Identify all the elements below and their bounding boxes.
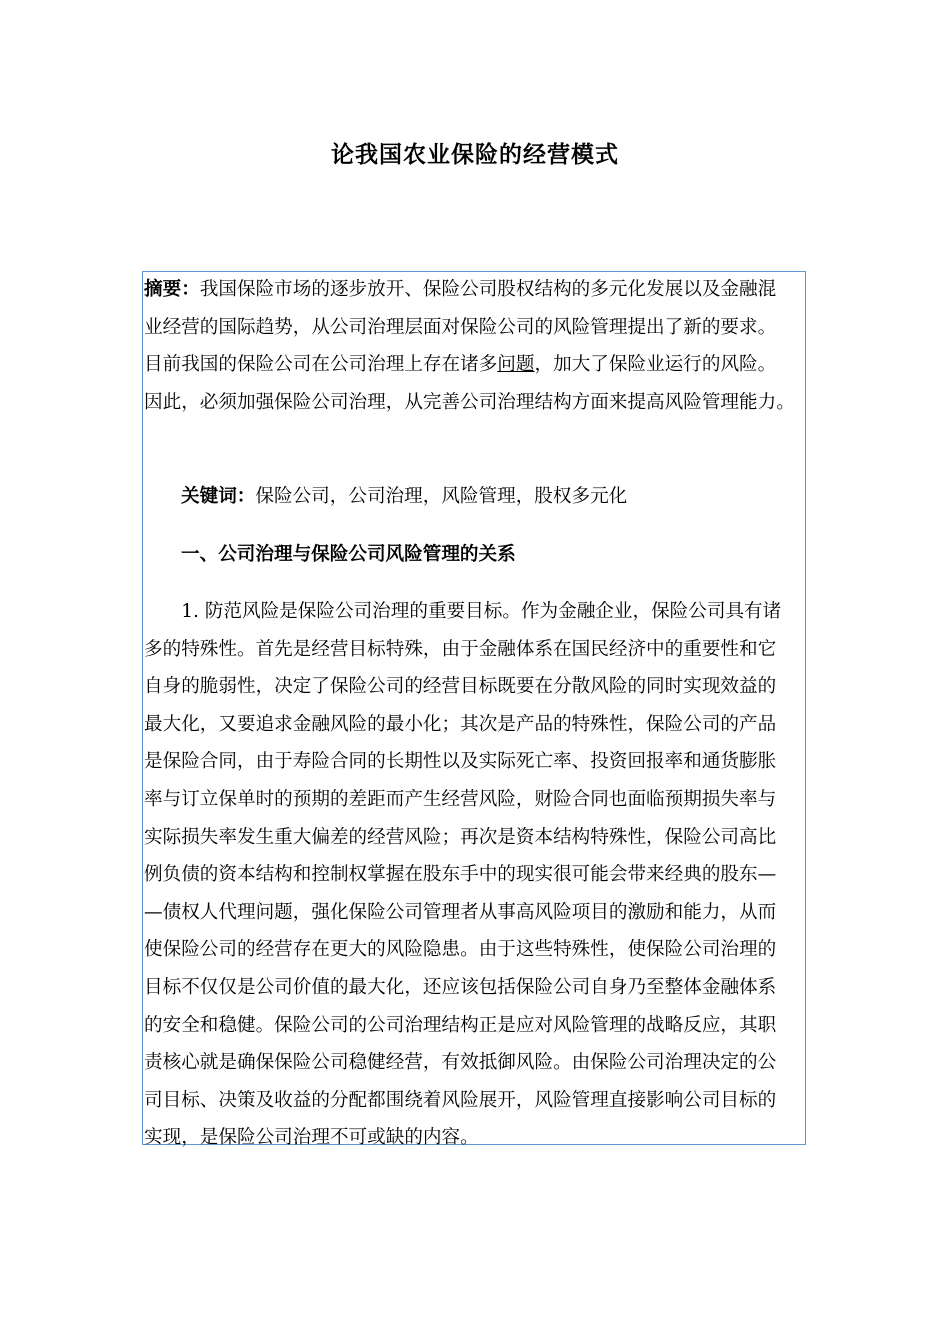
- abstract-line-1: [144, 271, 808, 309]
- body-paragraph: [144, 593, 808, 1157]
- abstract-text: 我国保险市场的逐步放开、保险公司股权结构的多元化发展以及金融混: [199, 279, 777, 300]
- paragraph-line: 最大化，又要追求金融风险的最小化；其次是产品的特殊性，保险公司的产品: [144, 713, 777, 735]
- section-heading: [144, 536, 845, 574]
- keywords-label: 关键词：: [181, 486, 256, 507]
- keywords-line: [181, 478, 845, 516]
- keywords: [144, 478, 845, 516]
- abstract-line-3: [144, 346, 808, 384]
- paragraph-line: 的安全和稳健。保险公司的公司治理结构正是应对风险管理的战略反应，其职: [144, 1014, 777, 1036]
- paragraph-line: 率与订立保单时的预期的差距而产生经营风险，财险合同也面临预期损失率与: [144, 788, 777, 810]
- abstract-line-4: 因此，必须加强保险公司治理，从完善公司治理结构方面来提高风险管理能力。: [144, 391, 795, 413]
- paragraph-line: 是保险合同，由于寿险合同的长期性以及实际死亡率、投资回报率和通货膨胀: [144, 751, 777, 773]
- paragraph-line: 责核心就是确保保险公司稳健经营，有效抵御风险。由保险公司治理决定的公: [144, 1052, 777, 1074]
- abstract-line-2: 业经营的国际趋势，从公司治理层面对保险公司的风险管理提出了新的要求。: [144, 316, 777, 338]
- document-title: 论我国农业保险的经营模式: [331, 142, 619, 168]
- paragraph-line: 实现，是保险公司治理不可或缺的内容。: [144, 1127, 479, 1149]
- paragraph-line: 1. 防范风险是保险公司治理的重要目标。作为金融企业，保险公司具有诸: [144, 601, 782, 622]
- abstract-underlined-term: 问题: [497, 354, 535, 376]
- abstract-text: ，加大了保险业运行的风险。: [534, 354, 777, 376]
- paragraph-line: 自身的脆弱性，决定了保险公司的经营目标既要在分散风险的同时实现效益的: [144, 676, 777, 698]
- keywords-text: 保险公司，公司治理，风险管理，股权多元化: [255, 486, 628, 507]
- paragraph-line: 多的特殊性。首先是经营目标特殊，由于金融体系在国民经济中的重要性和它: [144, 638, 777, 660]
- section-heading-text: 一、公司治理与保险公司风险管理的关系: [181, 544, 516, 565]
- paragraph-line: 目标不仅仅是公司价值的最大化，还应该包括保险公司自身乃至整体金融体系: [144, 976, 777, 998]
- paragraph-line: 司目标、决策及收益的分配都围绕着风险展开，风险管理直接影响公司目标的: [144, 1089, 777, 1111]
- paragraph-line: 实际损失率发生重大偏差的经营风险；再次是资本结构特殊性，保险公司高比: [144, 826, 777, 848]
- paragraph-line: 例负债的资本结构和控制权掌握在股东手中的现实很可能会带来经典的股东—: [144, 864, 777, 886]
- abstract-label: 摘要：: [144, 279, 200, 300]
- paragraph-line: 使保险公司的经营存在更大的风险隐患。由于这些特殊性，使保险公司治理的: [144, 939, 777, 961]
- abstract: [144, 271, 808, 421]
- paragraph-line: —债权人代理问题，强化保险公司管理者从事高风险项目的激励和能力，从而: [144, 901, 777, 923]
- abstract-text: 目前我国的保险公司在公司治理上存在诸多: [144, 354, 498, 376]
